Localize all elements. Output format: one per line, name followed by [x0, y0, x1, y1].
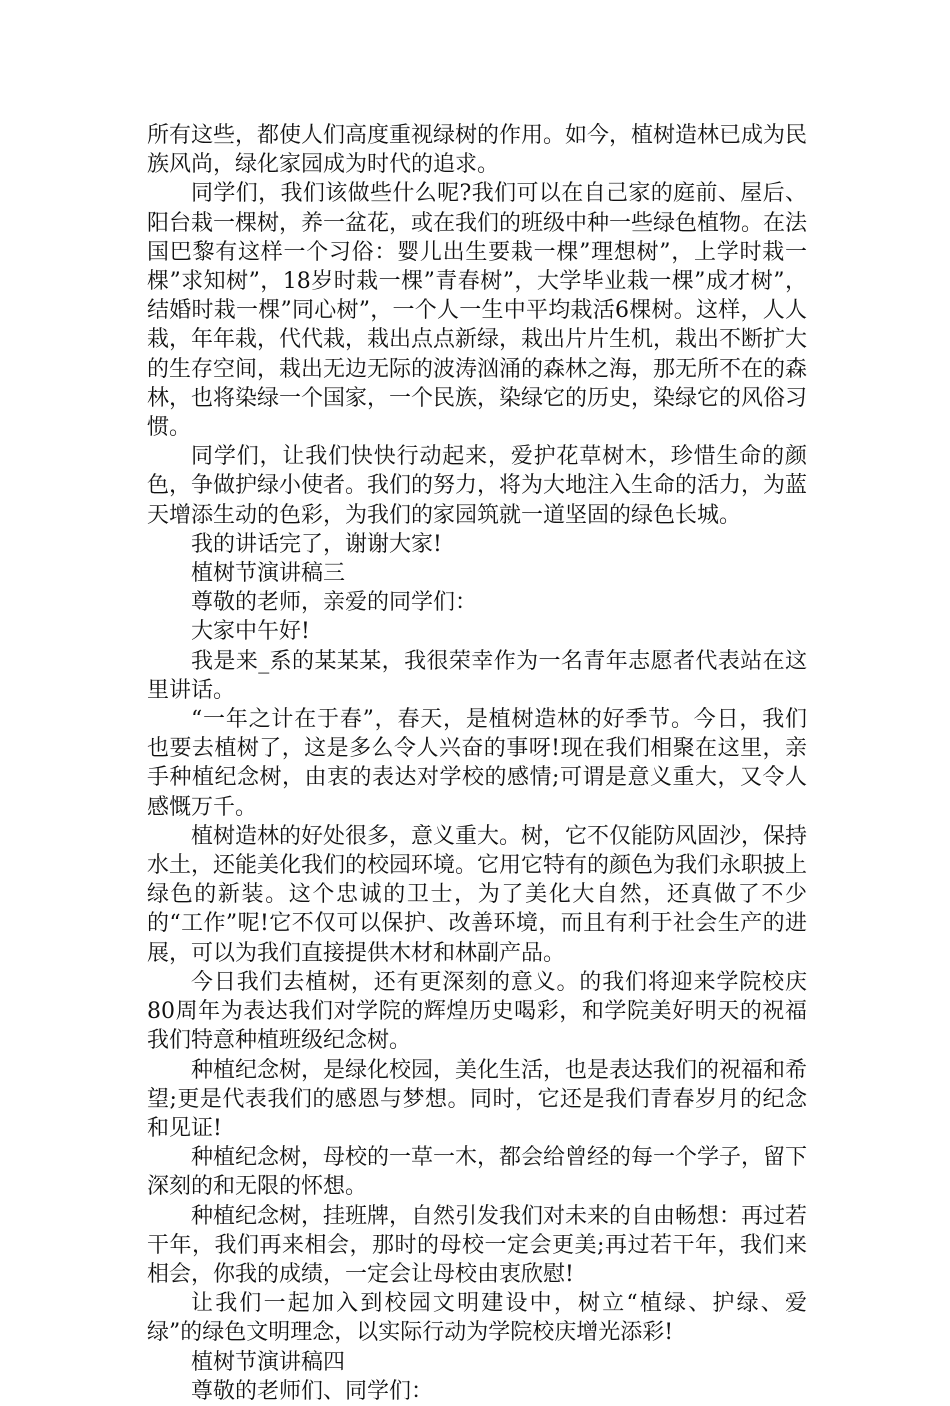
paragraph: 植树造林的好处很多，意义重大。树，它不仅能防风固沙，保持水土，还能美化我们的校园环境。它用它特有的颜色为我们永职披上绿色的新装。这个忠诚的卫士，为了美化大自然，还真做了不少的“工作”呢!它不仅可以保护、改善环境，而且有利于社会生产的进展，可以为我们直接提供木材和林副产品。: [147, 823, 808, 966]
section-title: 植树节演讲稿三: [191, 561, 346, 587]
paragraph: 种植纪念树，母校的一草一木，都会给曾经的每一个学子，留下深刻的和无限的怀想。: [147, 1145, 808, 1200]
salutation: 尊敬的老师们、同学们：: [191, 1378, 434, 1404]
paragraph: 同学们，我们该做些什么呢?我们可以在自己家的庭前、屋后、阳台栽一棵树，养一盆花，或在我们的班级中种一些绿色植物。在法国巴黎有这样一个习俗：婴儿出生要栽一棵”理想树”，上学时栽一棵”求知树”，18岁时栽一棵”青春树”，大学毕业栽一棵”成才树”，结婚时栽一棵”同心树”，一个人一生中平均栽活6棵树。这样，人人栽，年年栽，代代栽，栽出点点新绿，栽出片片生机，栽出不断扩大的生存空间，栽出无边无际的波涛汹涌的森林之海，那无所不在的森林，也将染绿一个国家，一个民族，染绿它的历史，染绿它的风俗习惯。: [147, 181, 808, 441]
document-page: [147, 121, 807, 1406]
salutation: 尊敬的老师，亲爱的同学们：: [191, 590, 478, 616]
paragraph: 种植纪念树，挂班牌，自然引发我们对未来的自由畅想：再过若干年，我们再来相会，那时的母校一定会更美;再过若干年，我们来相会，你我的成绩，一定会让母校由衷欣慰!: [147, 1203, 808, 1287]
section-title: 植树节演讲稿四: [191, 1349, 346, 1375]
paragraph: “一年之计在于春”，春天，是植树造林的好季节。今日，我们也要去植树了，这是多么令人兴奋的事呀!现在我们相聚在这里，亲手种植纪念树，由衷的表达对学校的感情;可谓是意义重大，又令人感慨万千。: [147, 707, 807, 820]
paragraph: 我是来_系的某某某，我很荣幸作为一名青年志愿者代表站在这里讲话。: [147, 648, 807, 703]
greeting: 大家中午好!: [191, 619, 310, 645]
paragraph: 所有这些，都使人们高度重视绿树的作用。如今，植树造林已成为民族风尚，绿化家园成为时代的追求。: [147, 123, 808, 178]
closing-line: 我的讲话完了，谢谢大家!: [191, 531, 442, 557]
paragraph: 今日我们去植树，还有更深刻的意义。的我们将迎来学院校庆80周年为表达我们对学院的辉煌历史喝彩，和学院美好明天的祝福我们特意种植班级纪念树。: [147, 969, 807, 1054]
paragraph: 让我们一起加入到校园文明建设中，树立“植绿、护绿、爱绿”的绿色文明理念，以实际行动为学院校庆增光添彩!: [147, 1291, 807, 1346]
paragraph: 同学们，让我们快快行动起来，爱护花草树木，珍惜生命的颜色，争做护绿小使者。我们的努力，将为大地注入生命的活力，为蓝天增添生动的色彩，为我们的家园筑就一道坚固的绿色长城。: [147, 444, 808, 528]
paragraph: 种植纪念树，是绿化校园，美化生活，也是表达我们的祝福和希望;更是代表我们的感恩与梦想。同时，它还是我们青春岁月的纪念和见证!: [147, 1057, 808, 1141]
